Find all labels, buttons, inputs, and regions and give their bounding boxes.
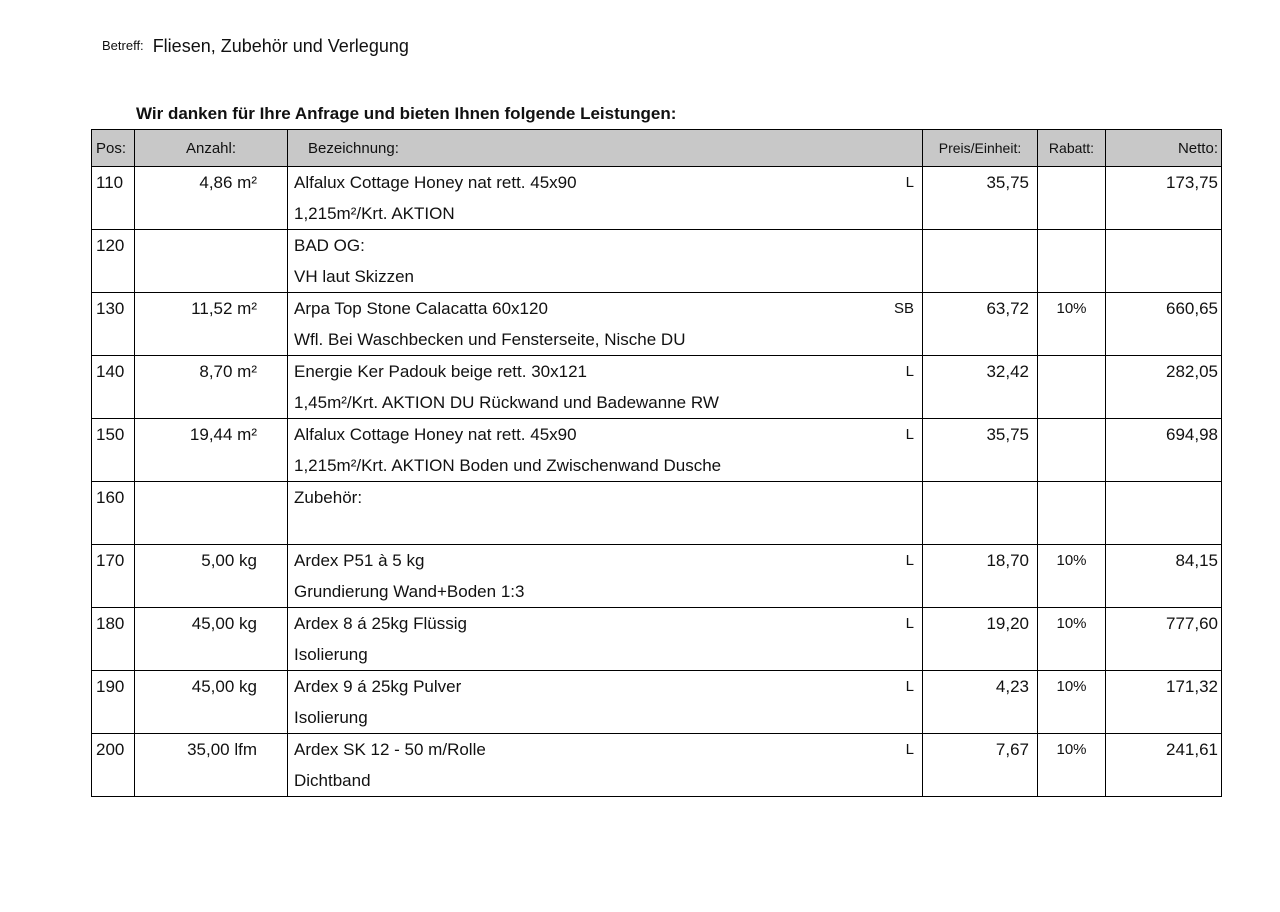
- cell-preis: 4,23: [923, 671, 1038, 734]
- cell-bezeichnung: [288, 671, 923, 734]
- table-row: [92, 482, 1222, 545]
- cell-preis: [923, 482, 1038, 545]
- table-header-row: [92, 130, 1222, 167]
- cell-pos: 110: [92, 167, 135, 230]
- item-code: L: [905, 741, 914, 758]
- item-code: L: [905, 552, 914, 569]
- cell-netto: [1106, 230, 1222, 293]
- cell-pos: 200: [92, 734, 135, 797]
- cell-bezeichnung: [288, 545, 923, 608]
- cell-rabatt: [1038, 482, 1106, 545]
- cell-anzahl: 11,52 m²: [135, 293, 288, 356]
- offer-table: [91, 129, 1222, 797]
- cell-rabatt: [1038, 167, 1106, 230]
- cell-rabatt: 10%: [1038, 293, 1106, 356]
- cell-anzahl: 19,44 m²: [135, 419, 288, 482]
- cell-preis: 19,20: [923, 608, 1038, 671]
- cell-rabatt: [1038, 230, 1106, 293]
- item-code: L: [905, 174, 914, 191]
- item-note: VH laut Skizzen: [294, 267, 414, 286]
- cell-bezeichnung: [288, 608, 923, 671]
- item-note: 1,45m²/Krt. AKTION DU Rückwand und Badewanne RW: [294, 393, 719, 412]
- cell-pos: 120: [92, 230, 135, 293]
- cell-preis: 7,67: [923, 734, 1038, 797]
- intro-text: Wir danken für Ihre Anfrage und bieten Ihnen folgende Leistungen:: [136, 104, 677, 123]
- table-row: [92, 293, 1222, 356]
- cell-anzahl: [135, 230, 288, 293]
- cell-anzahl: 35,00 lfm: [135, 734, 288, 797]
- item-description: BAD OG:: [294, 236, 365, 255]
- header-netto: Netto:: [1106, 130, 1222, 167]
- cell-bezeichnung: [288, 230, 923, 293]
- cell-rabatt: 10%: [1038, 608, 1106, 671]
- item-note: 1,215m²/Krt. AKTION: [294, 204, 455, 223]
- cell-bezeichnung: [288, 293, 923, 356]
- table-row: [92, 419, 1222, 482]
- subject-line: [102, 36, 409, 57]
- cell-pos: 190: [92, 671, 135, 734]
- cell-netto: 694,98: [1106, 419, 1222, 482]
- table-row: [92, 671, 1222, 734]
- cell-pos: 130: [92, 293, 135, 356]
- item-code: L: [905, 615, 914, 632]
- cell-bezeichnung: [288, 167, 923, 230]
- cell-netto: 173,75: [1106, 167, 1222, 230]
- cell-bezeichnung: [288, 419, 923, 482]
- cell-netto: 282,05: [1106, 356, 1222, 419]
- item-description: Energie Ker Padouk beige rett. 30x121: [294, 362, 587, 381]
- item-note: Wfl. Bei Waschbecken und Fensterseite, Nische DU: [294, 330, 686, 349]
- cell-netto: 84,15: [1106, 545, 1222, 608]
- cell-rabatt: [1038, 356, 1106, 419]
- item-description: Alfalux Cottage Honey nat rett. 45x90: [294, 173, 577, 192]
- cell-bezeichnung: [288, 356, 923, 419]
- cell-anzahl: 45,00 kg: [135, 608, 288, 671]
- cell-pos: 160: [92, 482, 135, 545]
- item-description: Ardex P51 à 5 kg: [294, 551, 425, 570]
- cell-pos: 180: [92, 608, 135, 671]
- table-row: [92, 167, 1222, 230]
- header-anzahl: Anzahl:: [135, 130, 288, 167]
- cell-pos: 170: [92, 545, 135, 608]
- item-description: Zubehör:: [294, 488, 363, 507]
- item-code: L: [905, 363, 914, 380]
- table-row: [92, 734, 1222, 797]
- table-row: [92, 608, 1222, 671]
- cell-rabatt: [1038, 419, 1106, 482]
- item-code: SB: [893, 300, 914, 317]
- cell-anzahl: 45,00 kg: [135, 671, 288, 734]
- cell-rabatt: 10%: [1038, 734, 1106, 797]
- item-note: Grundierung Wand+Boden 1:3: [294, 582, 525, 601]
- cell-preis: 35,75: [923, 167, 1038, 230]
- item-note: [294, 513, 922, 544]
- cell-bezeichnung: [288, 734, 923, 797]
- cell-preis: 35,75: [923, 419, 1038, 482]
- cell-preis: 18,70: [923, 545, 1038, 608]
- cell-preis: 63,72: [923, 293, 1038, 356]
- item-note: Isolierung: [294, 645, 368, 664]
- cell-pos: 150: [92, 419, 135, 482]
- header-preis: Preis/Einheit:: [923, 130, 1038, 167]
- cell-anzahl: 8,70 m²: [135, 356, 288, 419]
- item-description: Ardex 9 á 25kg Pulver: [294, 677, 462, 696]
- table-row: [92, 230, 1222, 293]
- cell-pos: 140: [92, 356, 135, 419]
- cell-bezeichnung: [288, 482, 923, 545]
- item-note: Isolierung: [294, 708, 368, 727]
- item-description: Ardex SK 12 - 50 m/Rolle: [294, 740, 486, 759]
- header-bezeichnung: Bezeichnung:: [288, 130, 923, 167]
- cell-netto: 171,32: [1106, 671, 1222, 734]
- cell-netto: [1106, 482, 1222, 545]
- cell-anzahl: 5,00 kg: [135, 545, 288, 608]
- table-row: [92, 356, 1222, 419]
- table-row: [92, 545, 1222, 608]
- header-rabatt: Rabatt:: [1038, 130, 1106, 167]
- cell-rabatt: 10%: [1038, 545, 1106, 608]
- cell-anzahl: [135, 482, 288, 545]
- item-description: Alfalux Cottage Honey nat rett. 45x90: [294, 425, 577, 444]
- cell-preis: 32,42: [923, 356, 1038, 419]
- item-code: L: [905, 426, 914, 443]
- item-description: Arpa Top Stone Calacatta 60x120: [294, 299, 548, 318]
- cell-netto: 241,61: [1106, 734, 1222, 797]
- cell-preis: [923, 230, 1038, 293]
- cell-rabatt: 10%: [1038, 671, 1106, 734]
- cell-netto: 660,65: [1106, 293, 1222, 356]
- item-code: L: [905, 678, 914, 695]
- subject-text: Fliesen, Zubehör und Verlegung: [152, 36, 409, 56]
- cell-anzahl: 4,86 m²: [135, 167, 288, 230]
- subject-label: Betreff:: [102, 38, 144, 53]
- cell-netto: 777,60: [1106, 608, 1222, 671]
- item-description: Ardex 8 á 25kg Flüssig: [294, 614, 467, 633]
- item-note: Dichtband: [294, 771, 371, 790]
- item-note: 1,215m²/Krt. AKTION Boden und Zwischenwand Dusche: [294, 456, 722, 475]
- header-pos: Pos:: [92, 130, 135, 167]
